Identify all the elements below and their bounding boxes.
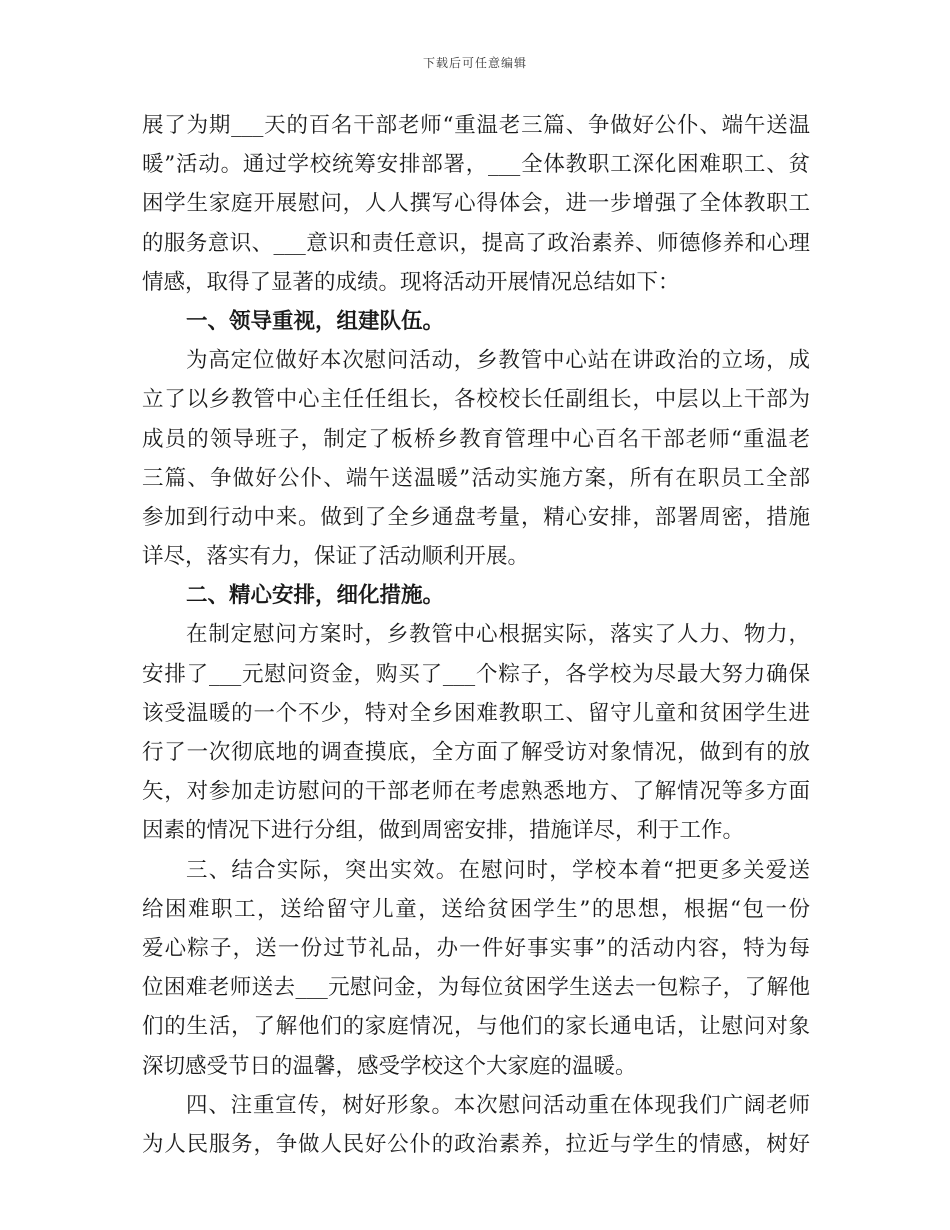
body-line: 爱心粽子，送一份过节礼品，办一件好事实事”的活动内容，特为每 — [142, 935, 810, 961]
body-line: 困学生家庭开展慰问，人人撰写心得体会，进一步增强了全体教职工 — [142, 191, 810, 217]
body-line: 三篇、争做好公仆、端午送温暖”活动实施方案，所有在职员工全部 — [142, 465, 810, 491]
body-line: 安排了___元慰问资金，购买了___个粽子，各学校为尽最大努力确保 — [142, 661, 810, 687]
body-line: 该受温暖的一个不少，特对全乡困难教职工、留守儿童和贫困学生进 — [142, 700, 810, 726]
section-heading-1: 一、领导重视，组建队伍。 — [186, 308, 445, 334]
body-line: 参加到行动中来。做到了全乡通盘考量，精心安排，部署周密，措施 — [142, 504, 810, 530]
body-line: 的服务意识、___意识和责任意识，提高了政治素养、师德修养和心理 — [142, 230, 810, 256]
section-4-line: 四、注重宣传，树好形象。本次慰问活动重在体现我们广阔老师 — [186, 1092, 810, 1118]
body-line: 给困难职工，送给留守儿童，送给贫困学生”的思想，根据“包一份 — [142, 896, 810, 922]
body-line: 情感，取得了显著的成绩。现将活动开展情况总结如下： — [142, 269, 680, 295]
body-line: 暖”活动。通过学校统筹安排部署，___全体教职工深化困难职工、贫 — [142, 152, 810, 178]
body-line: 成员的领导班子，制定了板桥乡教育管理中心百名干部老师“重温老 — [142, 426, 810, 452]
body-line: 位困难老师送去___元慰问金，为每位贫困学生送去一包粽子，了解他 — [142, 975, 810, 1001]
body-line: 们的生活，了解他们的家庭情况，与他们的家长通电话，让慰问对象 — [142, 1014, 810, 1040]
document-body — [142, 106, 810, 1164]
page-header-note: 下载后可任意编辑 — [422, 56, 527, 70]
body-line: 深切感受节日的温馨，感受学校这个大家庭的温暖。 — [142, 1053, 637, 1079]
body-line: 在制定慰问方案时，乡教管中心根据实际，落实了人力、物力， — [186, 622, 810, 648]
body-line: 立了以乡教管中心主任任组长，各校校长任副组长，中层以上干部为 — [142, 387, 810, 413]
body-line: 行了一次彻底地的调查摸底，全方面了解受访对象情况，做到有的放 — [142, 740, 810, 765]
body-line: 详尽，落实有力，保证了活动顺利开展。 — [142, 544, 530, 570]
body-line: 矢，对参加走访慰问的干部老师在考虑熟悉地方、了解情况等多方面 — [142, 779, 810, 805]
section-heading-2: 二、精心安排，细化措施。 — [186, 583, 445, 609]
body-line: 因素的情况下进行分组，做到周密安排，措施详尽，利于工作。 — [142, 818, 745, 844]
section-3-line: 三、结合实际，突出实效。在慰问时，学校本着“把更多关爱送 — [186, 857, 810, 883]
body-line: 为人民服务，争做人民好公仆的政治素养，拉近与学生的情感，树好 — [142, 1131, 810, 1157]
body-line: 为高定位做好本次慰问活动，乡教管中心站在讲政治的立场，成 — [186, 348, 810, 374]
body-line: 展了为期___天的百名干部老师“重温老三篇、争做好公仆、端午送温 — [142, 113, 810, 138]
